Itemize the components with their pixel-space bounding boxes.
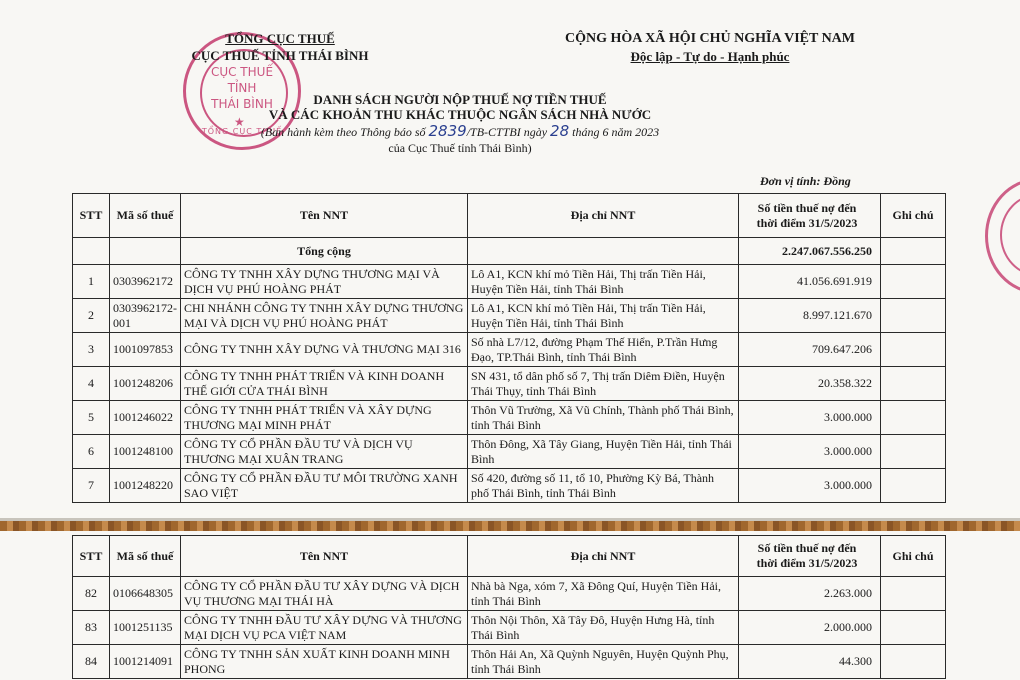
total-label: Tổng cộng [181, 238, 468, 265]
cell-stt: 4 [73, 367, 110, 401]
cell-note [881, 367, 946, 401]
col-address: Địa chỉ NNT [468, 536, 739, 577]
table-row [73, 577, 946, 611]
agency-header [165, 30, 395, 64]
cell-name: CÔNG TY TNHH XÂY DỰNG VÀ THƯƠNG MẠI 316 [181, 333, 468, 367]
cell-stt: 1 [73, 265, 110, 299]
cell-note [881, 333, 946, 367]
country-name: CỘNG HÒA XÃ HỘI CHỦ NGHĨA VIỆT NAM [564, 31, 855, 46]
national-motto: Độc lập - Tự do - Hạnh phúc [630, 49, 790, 64]
table-row [73, 435, 946, 469]
cell-tax-code: 0303962172 [110, 265, 181, 299]
table-row [73, 469, 946, 503]
cell-tax-code: 1001251135 [110, 611, 181, 645]
debtor-table [72, 193, 946, 503]
col-tax-code: Mã số thuế [110, 194, 181, 238]
col-amount [739, 194, 881, 238]
subtitle-mid: /TB-CTTBI ngày [466, 125, 548, 139]
debtor-table-continued [72, 535, 946, 679]
cell-address: Số nhà L7/12, đường Phạm Thế Hiển, P.Trần Hưng Đạo, TP.Thái Bình, tỉnh Thái Bình [468, 333, 739, 367]
cell-tax-code: 1001097853 [110, 333, 181, 367]
cell-address: Lô A1, KCN khí mỏ Tiền Hải, Thị trấn Tiền Hải, Huyện Tiền Hải, tỉnh Thái Bình [468, 299, 739, 333]
cell-amount: 20.358.322 [739, 367, 881, 401]
col-name: Tên NNT [181, 194, 468, 238]
national-header [525, 30, 895, 66]
agency-line1: TỔNG CỤC THUẾ [225, 31, 335, 46]
cell-stt: 82 [73, 577, 110, 611]
cell-tax-code: 1001248100 [110, 435, 181, 469]
cell-amount: 3.000.000 [739, 435, 881, 469]
cell-stt: 7 [73, 469, 110, 503]
col-note: Ghi chú [881, 194, 946, 238]
cell-name: CÔNG TY CỔ PHẦN ĐẦU TƯ XÂY DỰNG VÀ DỊCH VỤ THƯƠNG MẠI THÁI HÀ [181, 577, 468, 611]
total-amount: 2.247.067.556.250 [739, 238, 881, 265]
col-stt: STT [73, 536, 110, 577]
agency-line2: CỤC THUẾ TỈNH THÁI BÌNH [191, 48, 369, 63]
cell-name: CÔNG TY CỔ PHẦN ĐẦU TƯ MÔI TRƯỜNG XANH SAO VIỆT [181, 469, 468, 503]
cell-amount: 2.263.000 [739, 577, 881, 611]
document-title [200, 92, 720, 122]
cell-tax-code: 1001248206 [110, 367, 181, 401]
cell-note [881, 469, 946, 503]
table-row [73, 367, 946, 401]
cell-amount: 3.000.000 [739, 401, 881, 435]
title-line2: VÀ CÁC KHOẢN THU KHÁC THUỘC NGÂN SÁCH NHÀ NƯỚC [268, 107, 652, 122]
cell-tax-code: 1001246022 [110, 401, 181, 435]
seal-text-top: CỤC THUẾ [210, 65, 274, 79]
col-name: Tên NNT [181, 536, 468, 577]
cell-stt: 2 [73, 299, 110, 333]
cell-address: Nhà bà Nga, xóm 7, Xã Đông Quí, Huyện Tiền Hải, tỉnh Thái Bình [468, 577, 739, 611]
table-row [73, 401, 946, 435]
cell-amount: 3.000.000 [739, 469, 881, 503]
col-address: Địa chỉ NNT [468, 194, 739, 238]
cell-note [881, 435, 946, 469]
notice-day-handwritten: 28 [550, 122, 570, 140]
cell-name: CHI NHÁNH CÔNG TY TNHH XÂY DỰNG THƯƠNG MẠI VÀ DỊCH VỤ PHÚ HOÀNG PHÁT [181, 299, 468, 333]
notice-number-handwritten: 2839 [428, 122, 467, 140]
cell-stt: 5 [73, 401, 110, 435]
cell-address: Lô A1, KCN khí mỏ Tiền Hải, Thị trấn Tiền Hải, Huyện Tiền Hải, tỉnh Thái Bình [468, 265, 739, 299]
cell-address: Số 420, đường số 11, tổ 10, Phường Kỳ Bá, Thành phố Thái Bình, tỉnh Thái Bình [468, 469, 739, 503]
cell-name: CÔNG TY CỔ PHẦN ĐẦU TƯ VÀ DỊCH VỤ THƯƠNG MẠI XUÂN TRANG [181, 435, 468, 469]
table-header-row [73, 194, 946, 238]
col-note: Ghi chú [881, 536, 946, 577]
seal-text-middle2: THÁI BÌNH [211, 97, 273, 111]
table-header-row [73, 536, 946, 577]
document-subtitle [200, 123, 720, 156]
table-row [73, 333, 946, 367]
subtitle-prefix: (Ban hành kèm theo Thông báo số [260, 125, 426, 139]
cell-note [881, 611, 946, 645]
seal-star-icon: ★ [234, 115, 245, 129]
cell-address: Thôn Nội Thôn, Xã Tây Đô, Huyện Hưng Hà, tỉnh Thái Bình [468, 611, 739, 645]
cell-name: CÔNG TY TNHH PHÁT TRIỂN VÀ XÂY DỰNG THƯƠNG MẠI MINH PHÁT [181, 401, 468, 435]
cell-stt: 3 [73, 333, 110, 367]
col-tax-code: Mã số thuế [110, 536, 181, 577]
table-row [73, 299, 946, 333]
subtitle-line2: của Cục Thuế tỉnh Thái Bình) [388, 141, 532, 155]
cell-tax-code: 0303962172-001 [110, 299, 181, 333]
col-amount-l1: Số tiền thuế nợ đến [757, 200, 857, 215]
cell-name: CÔNG TY TNHH PHÁT TRIỂN VÀ KINH DOANH THẾ GIỚI CỬA THÁI BÌNH [181, 367, 468, 401]
cell-tax-code: 1001248220 [110, 469, 181, 503]
col-stt: STT [73, 194, 110, 238]
cell-tax-code: 0106648305 [110, 577, 181, 611]
currency-unit: Đơn vị tính: Đồng [760, 174, 851, 188]
cell-amount: 44.300 [739, 645, 881, 679]
cell-stt: 6 [73, 435, 110, 469]
cell-note [881, 265, 946, 299]
cell-note [881, 299, 946, 333]
cell-name: CÔNG TY TNHH ĐẦU TƯ XÂY DỰNG VÀ THƯƠNG MẠI DỊCH VỤ PCA VIỆT NAM [181, 611, 468, 645]
total-row [73, 238, 946, 265]
cell-note [881, 401, 946, 435]
seal-text-middle: TỈNH [227, 81, 257, 95]
table-row [73, 611, 946, 645]
table-row [73, 645, 946, 679]
col-amount-l1: Số tiền thuế nợ đến [757, 541, 857, 555]
cell-address: Thôn Hải An, Xã Quỳnh Nguyên, Huyện Quỳnh Phụ, tỉnh Thái Bình [468, 645, 739, 679]
cell-amount: 709.647.206 [739, 333, 881, 367]
seal-text-bottom: TỔNG CỤC THUẾ [201, 127, 283, 136]
cell-amount: 2.000.000 [739, 611, 881, 645]
table-row [73, 265, 946, 299]
cell-amount: 8.997.121.670 [739, 299, 881, 333]
cell-stt: 84 [73, 645, 110, 679]
subtitle-suffix: tháng 6 năm 2023 [572, 125, 660, 139]
title-line1: DANH SÁCH NGƯỜI NỘP THUẾ NỢ TIỀN THUẾ [313, 92, 607, 107]
cell-name: CÔNG TY TNHH XÂY DỰNG THƯƠNG MẠI VÀ DỊCH VỤ PHÚ HOÀNG PHÁT [181, 265, 468, 299]
cell-address: SN 431, tổ dân phố số 7, Thị trấn Diêm Điền, Huyện Thái Thụy, tỉnh Thái Bình [468, 367, 739, 401]
col-amount-l2: thời điểm 31/5/2023 [756, 556, 858, 570]
col-amount-l2: thời điểm 31/5/2023 [756, 215, 858, 230]
document-page-bottom [0, 531, 1020, 680]
cell-amount: 41.056.691.919 [739, 265, 881, 299]
cell-address: Thôn Đông, Xã Tây Giang, Huyện Tiền Hải, tỉnh Thái Bình [468, 435, 739, 469]
cell-address: Thôn Vũ Trường, Xã Vũ Chính, Thành phố Thái Bình, tỉnh Thái Bình [468, 401, 739, 435]
col-amount [739, 536, 881, 577]
cell-note [881, 577, 946, 611]
cell-stt: 83 [73, 611, 110, 645]
cell-note [881, 645, 946, 679]
cell-name: CÔNG TY TNHH SẢN XUẤT KINH DOANH MINH PHONG [181, 645, 468, 679]
cell-tax-code: 1001214091 [110, 645, 181, 679]
